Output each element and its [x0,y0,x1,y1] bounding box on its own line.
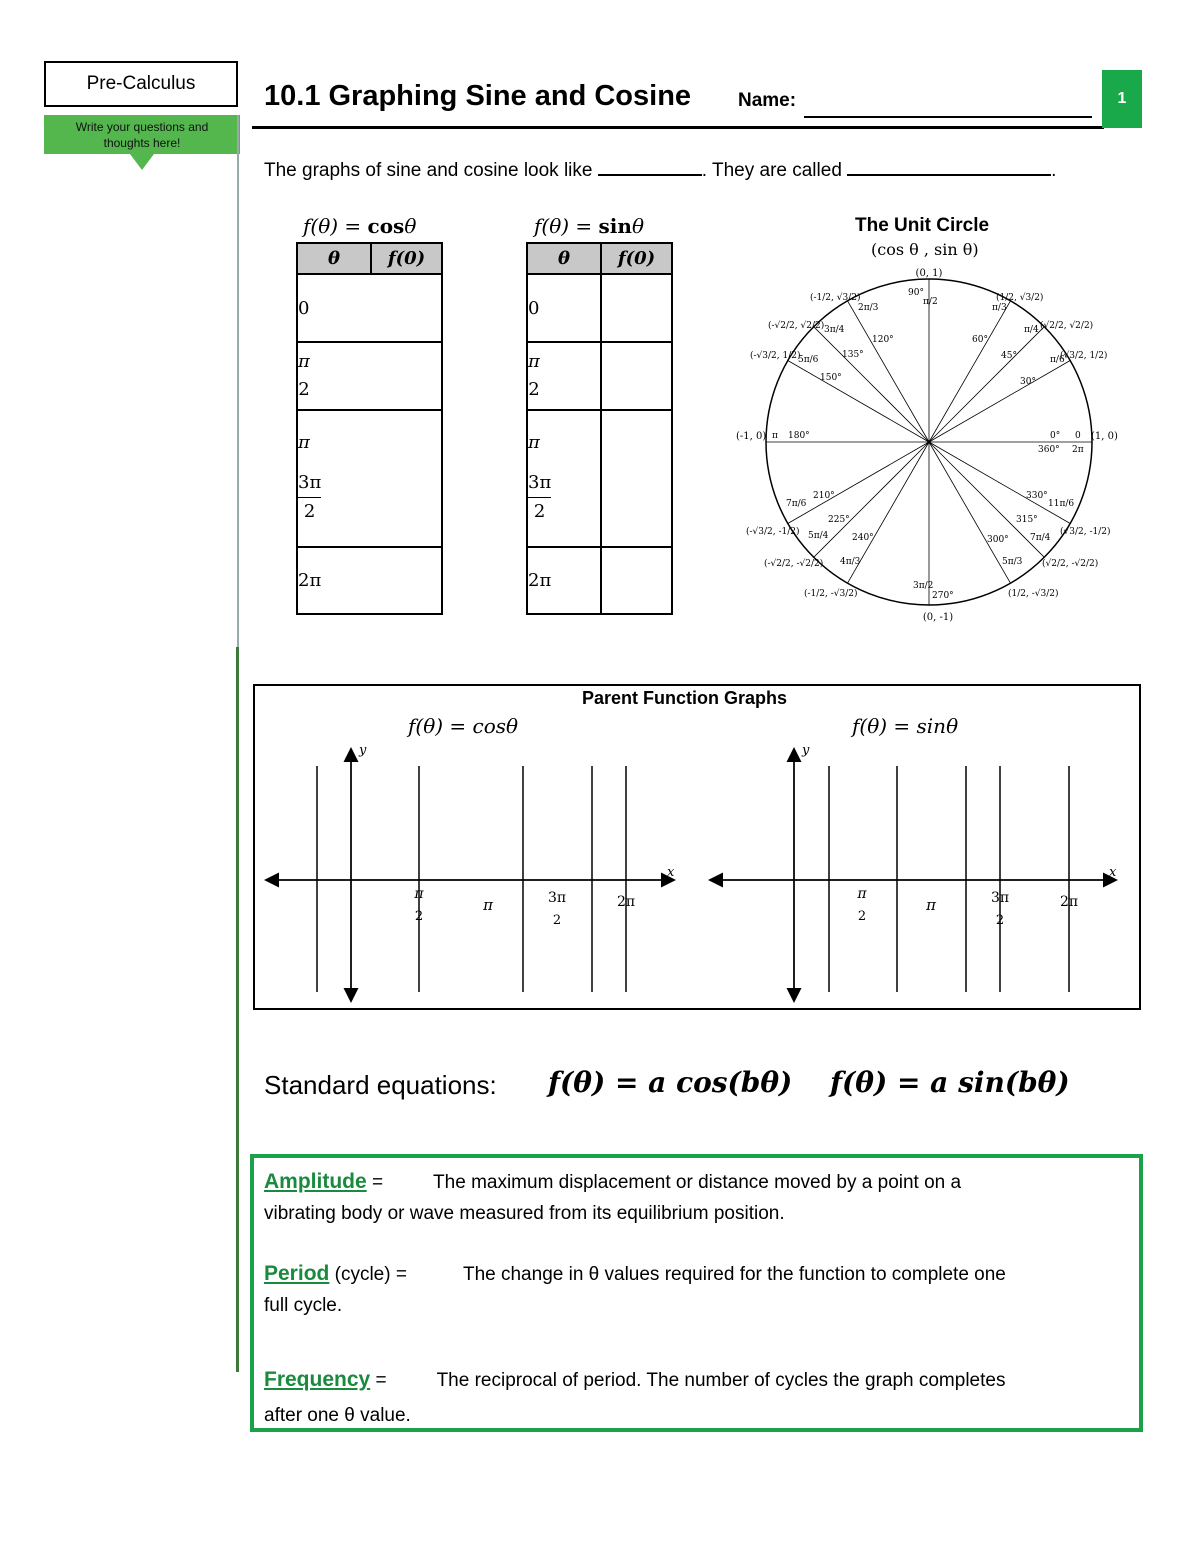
uc-deg-210: 210° [813,491,835,501]
sin-theta-0: 0 [528,297,540,319]
cos-row-2pi[interactable] [297,547,442,614]
uc-point-bottom: (0, -1) [922,612,954,623]
unit-circle-subtitle: (cos θ , sin θ) [871,240,979,259]
cos-table-f: f [303,214,311,238]
frac-den: 2 [533,500,546,522]
cos-table-fn: cos [367,214,405,238]
unit-circle-spoke [848,301,930,442]
sin-table-arg: (θ) = [541,214,599,238]
frequency-text-2: after one θ value. [264,1405,411,1426]
margin-divider [237,115,239,647]
cos-tick-pi2-num: π [414,886,424,902]
uc-point-right: (1, 0) [1091,431,1118,442]
cos-x-label: x [667,865,675,880]
amplitude-term: Amplitude [264,1170,367,1193]
cos-table-var: θ [404,214,417,238]
amplitude-definition [264,1166,1124,1229]
intro-part3: . [1051,160,1057,181]
uc-rad-90: π/2 [923,297,938,307]
cos-tick-2pi: 2π [616,894,636,910]
uc-rad-60: π/3 [992,303,1007,313]
cos-row-pi-3pi2[interactable] [297,410,442,547]
sin-theta-cell-pi-3pi2 [527,410,601,547]
uc-deg-270: 270° [932,591,954,601]
sin-x-label: x [1109,865,1117,880]
uc-deg-30: 30° [1020,377,1036,387]
unit-circle-diagram [720,262,1140,628]
uc-coord-150: (-√3/2, 1/2) [750,351,801,361]
intro-sentence [264,158,1056,182]
uc-deg-300: 300° [987,535,1009,545]
cos-theta-pi-over-2 [298,348,310,404]
cos-theta-pi-text: π [298,431,310,453]
uc-coord-45: (√2/2, √2/2) [1040,321,1094,331]
uc-deg-90: 90° [908,288,924,298]
uc-rad-240: 4π/3 [840,557,861,567]
cos-theta-3pi-over-2 [298,469,321,526]
sin-theta-cell-2pi [527,547,601,614]
sin-tick-3pi2-den: 2 [995,913,1005,928]
sin-graph-label: f(θ) = sinθ [852,714,959,738]
frac-den: 2 [298,379,310,400]
uc-coord-315: (√2/2, -√2/2) [1042,559,1099,569]
sin-table-var: θ [631,214,644,238]
uc-deg-0: 0° [1050,431,1061,441]
uc-deg-315: 315° [1016,515,1038,525]
intro-part1: The graphs of sine and cosine look like [264,160,598,181]
uc-rad-315: 7π/4 [1030,533,1051,543]
uc-deg-180: 180° [788,431,810,441]
sin-value-cell-pi2[interactable] [601,342,672,410]
notes-banner-line1: Write your questions and [75,120,209,134]
sin-theta-cell-0 [527,274,601,342]
blank-look-like[interactable] [598,158,702,176]
page-number: 1 [1102,70,1142,128]
period-term: Period [264,1262,330,1285]
uc-rad-330: 11π/6 [1048,499,1075,509]
name-label: Name: [738,90,797,111]
sin-theta-2pi: 2π [528,570,552,591]
unit-circle-spoke [929,442,1011,583]
frequency-term: Frequency [264,1368,371,1391]
uc-deg-120: 120° [872,335,894,345]
cos-col-theta: θ [297,243,371,274]
sin-tick-2pi: 2π [1059,894,1079,910]
cos-col-f: f(0) [371,243,442,274]
cos-row-pi2[interactable] [297,342,442,410]
uc-coord-60: (1/2, √3/2) [996,293,1044,303]
sin-tick-pi: π [926,896,936,914]
uc-rad-30: π/6 [1050,355,1065,365]
unit-circle-spoke [929,301,1011,442]
sin-value-cell-0[interactable] [601,274,672,342]
uc-rad-45: π/4 [1024,325,1039,335]
sin-value-cell-pi-3pi2[interactable] [601,410,672,547]
title-underline [252,126,1104,129]
frac-num: π [298,351,310,372]
uc-rad-210: 7π/6 [786,499,807,509]
frac-den: 2 [528,379,540,400]
cos-theta-2pi: 2π [298,570,322,591]
cos-theta-0: 0 [298,297,310,319]
uc-deg-330: 330° [1026,491,1048,501]
sin-theta-pi [528,432,600,453]
page-title: 10.1 Graphing Sine and Cosine [264,80,692,112]
down-arrow-icon [130,154,154,170]
amplitude-text-2: vibrating body or wave measured from its equilibrium position. [264,1203,785,1224]
sin-tick-pi2-den: 2 [857,909,867,924]
sin-theta-pi-text: π [528,431,540,453]
notes-banner [44,115,240,154]
unit-circle-spoke [788,361,929,443]
sin-theta-cell-pi2 [527,342,601,410]
frac-den: 2 [303,500,316,522]
cos-tick-3pi2-den: 2 [552,913,562,928]
uc-deg-225: 225° [828,515,850,525]
uc-deg-135: 135° [842,350,864,360]
uc-rad-180: π [772,431,778,441]
frac-num: π [528,351,540,372]
uc-deg-60: 60° [972,335,988,345]
sin-value-table [526,242,673,615]
parent-graphs-title: Parent Function Graphs [582,688,788,708]
cos-tick-3pi2-num: 3π [547,890,567,906]
uc-point-top: (0, 1) [915,268,943,279]
period-text-2: full cycle. [264,1295,343,1316]
cos-row-0[interactable] [297,274,442,342]
uc-rad-135: 3π/4 [824,325,845,335]
uc-coord-300: (1/2, -√3/2) [1008,589,1059,599]
uc-point-left: (-1, 0) [736,431,767,442]
uc-coord-330: (√3/2, -1/2) [1060,527,1111,537]
cos-graph-label: f(θ) = cosθ [408,714,519,738]
margin-divider-green [236,647,239,1372]
uc-rad-120: 2π/3 [858,303,879,313]
uc-deg-240: 240° [852,533,874,543]
notes-banner-line2: thoughts here! [103,136,181,150]
period-definition [264,1258,1124,1321]
sin-table-title [534,214,644,238]
unit-circle-spoke [929,361,1070,443]
sin-theta-3pi-over-2 [528,469,551,526]
standard-equation-cos: f(θ) = a cos(bθ) [548,1066,793,1099]
standard-equation-sin: f(θ) = a sin(bθ) [830,1066,1070,1099]
cos-table-arg: (θ) = [310,214,368,238]
sin-theta-pi-over-2 [528,348,540,404]
sin-y-label: y [802,743,810,758]
uc-rad-270: 3π/2 [913,581,934,591]
sin-col-theta: θ [527,243,601,274]
period-text-1: The change in θ values required for the function to complete one [462,1264,1006,1285]
intro-part2: . They are called [701,160,848,181]
cos-tick-pi: π [483,896,493,914]
uc-coord-225: (-√2/2, -√2/2) [764,559,824,569]
sin-value-cell-2pi[interactable] [601,547,672,614]
uc-coord-210: (-√3/2, -1/2) [746,527,800,537]
uc-deg-45: 45° [1001,351,1017,361]
cos-value-table [296,242,443,615]
uc-rad-225: 5π/4 [808,531,829,541]
uc-coord-135: (-√2/2, √2/2) [768,321,825,331]
sin-table-fn: sin [598,214,632,238]
uc-rad-300: 5π/3 [1002,557,1023,567]
uc-deg-360: 360° [1038,445,1060,455]
frequency-equals: = [370,1370,387,1391]
uc-rad-360: 2π [1072,445,1084,455]
sin-tick-3pi2-num: 3π [990,890,1010,906]
standard-equations-label: Standard equations: [264,1070,497,1100]
amplitude-text-1: The maximum displacement or distance moved by a point on a [433,1172,962,1193]
uc-coord-120: (-1/2, √3/2) [810,293,861,303]
course-label: Pre-Calculus [44,61,238,107]
amplitude-equals: = [366,1172,384,1193]
unit-circle-title: The Unit Circle [855,215,990,236]
uc-coord-240: (-1/2, -√3/2) [804,589,858,599]
blank-called[interactable] [847,158,1051,176]
parent-graphs-axes [253,684,1141,1010]
uc-deg-150: 150° [820,373,842,383]
frequency-definition [264,1362,1124,1433]
sin-tick-pi2-num: π [857,886,867,902]
uc-rad-150: 5π/6 [798,355,819,365]
cos-table-title [303,214,416,238]
cos-tick-pi2-den: 2 [414,909,424,924]
uc-coord-30: (√3/2, 1/2) [1060,351,1108,361]
sin-table-f: f [534,214,542,238]
name-field[interactable] [804,116,1092,118]
cos-theta-pi [298,432,441,453]
frac-num: 3π [298,469,321,498]
frac-num: 3π [528,469,551,498]
frequency-text-1: The reciprocal of period. The number of cycles the graph completes [436,1370,1006,1391]
unit-circle-spoke [788,442,929,524]
sin-col-f: f(0) [601,243,672,274]
uc-rad-0: 0 [1075,431,1081,441]
period-equals: (cycle) = [329,1264,407,1285]
cos-y-label: y [359,743,367,758]
